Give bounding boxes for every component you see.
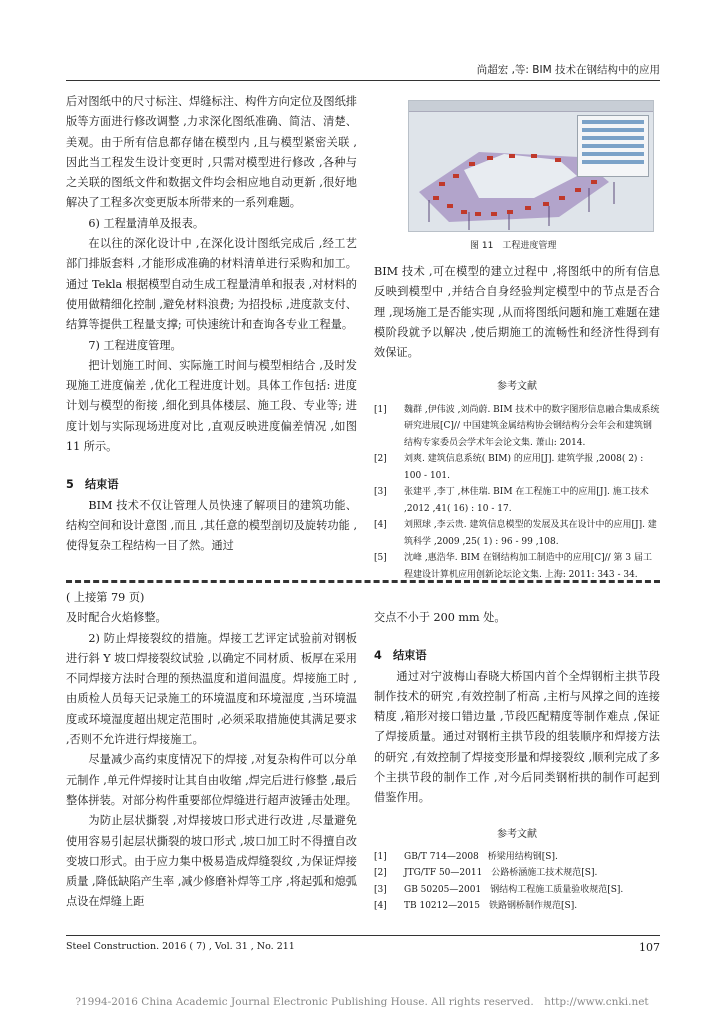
reference-item xyxy=(374,849,660,866)
reference-number: [2] xyxy=(374,868,387,879)
page-number: 107 xyxy=(639,941,660,954)
reference-text: 魏群 ,伊伟波 ,刘尚蔚. BIM 技术中的数字图形信息融合集成系统研究进展[C]// 中国建筑金属结构协会钢结构分会年会和建筑钢结构专家委员会学术年会论文集. 萧山: 2014. xyxy=(404,404,660,448)
reference-number: [1] xyxy=(374,851,387,862)
paragraph: 尽量减少高约束度情况下的焊接 ,对复杂构件可以分单元制作 ,单元件焊接时让其自由收缩 ,焊完后进行修整 ,最后整体拼装。对部分构件重要部位焊缝进行超声波锤击处理。 xyxy=(66,753,357,807)
reference-number: [5] xyxy=(374,553,387,564)
top-right-column xyxy=(374,262,660,583)
reference-text: 沈峰 ,惠浩华. BIM 在钢结构加工制造中的应用[C]// 第 3 届工程建设计算机应用创新论坛论文集. 上海: 2011: 343 - 34. xyxy=(404,553,652,580)
figure-toolbar xyxy=(409,101,653,112)
continued-note: ( 上接第 79 页) xyxy=(66,591,145,604)
header-rule xyxy=(66,80,660,81)
article-separator xyxy=(66,580,660,583)
figure-side-panel xyxy=(577,115,649,177)
reference-item xyxy=(374,451,660,484)
running-header: 尚超宏 ,等: BIM 技术在钢结构中的应用 xyxy=(476,64,660,76)
reference-number: [3] xyxy=(374,884,387,895)
reference-item xyxy=(374,517,660,550)
references-list xyxy=(374,849,660,915)
copyright-notice: ?1994-2016 China Academic Journal Electronic Publishing House. All rights reserved. http://www.cnki.net xyxy=(75,996,649,1008)
footer-rule xyxy=(66,935,660,936)
reference-number: [4] xyxy=(374,520,387,531)
paragraph: BIM 技术不仅让管理人员快速了解项目的建筑功能、结构空间和设计意图 ,而且 ,其任意的模型剖切及旋转功能 ,使得复杂工程结构一目了然。通过 xyxy=(66,498,357,553)
reference-number: [1] xyxy=(374,404,387,415)
paragraph: 交点不小于 200 mm 处。 xyxy=(374,611,506,624)
section-heading-4: 4 结束语 xyxy=(374,649,427,663)
top-left-column xyxy=(66,92,357,557)
reference-number: [2] xyxy=(374,454,387,465)
reference-text: GB 50205—2001 钢结构工程施工质量验收规范[S]. xyxy=(404,884,624,895)
reference-text: JTG/TF 50—2011 公路桥涵施工技术规范[S]. xyxy=(404,868,598,879)
bottom-right-column xyxy=(374,608,660,915)
paragraph: 为防止层状撕裂 ,对焊接坡口形式进行改进 ,尽量避免使用容易引起层状撕裂的坡口形式 ,坡口加工时不得擅自改变坡口形式。由于应力集中极易造成焊缝裂纹 ,为保证焊接质量 ,降低缺陷产生率 ,减少修磨补焊等工序 ,将起弧和熄弧点设在焊缝上距 xyxy=(66,814,357,909)
bottom-left-column xyxy=(66,588,357,913)
paragraph: 及时配合火焰修整。 xyxy=(66,611,167,625)
reference-item xyxy=(374,402,660,452)
paragraph: 在以往的深化设计中 ,在深化设计图纸完成后 ,经工艺部门排版套料 ,才能形成准确的材料清单进行采购和加工。通过 Tekla 根据模型自动生成工程量清单和报表 ,对材料的使用做精细化控制 ,避免材料浪费; 为招投标 ,进度款支付、结算等提供工程量支撑; 可快速统计和查询各专业工程量。 xyxy=(66,237,357,332)
reference-text: 张建平 ,李丁 ,林佳瑞. BIM 在工程施工中的应用[J]. 施工技术 ,2012 ,41( 16) : 10 - 17. xyxy=(404,487,649,514)
subheading-7: 7) 工程进度管理。 xyxy=(88,338,182,352)
reference-item xyxy=(374,898,660,915)
figure-caption: 图 11 工程进度管理 xyxy=(470,241,557,251)
reference-text: 刘爽. 建筑信息系统( BIM) 的应用[J]. 建筑学报 ,2008( 2) : 100 - 101. xyxy=(404,454,644,481)
reference-number: [3] xyxy=(374,487,387,498)
paragraph: 通过对宁波梅山春晓大桥国内首个全焊钢桁主拱节段制作技术的研究 ,有效控制了桁高 ,主桁与风撑之间的连接精度 ,箱形对接口错边量 ,节段匹配精度等制作难点 ,保证了焊接质量。通过对钢桁主拱节段的组装顺序和焊接方法的研究 ,有效控制了焊接变形量和焊接裂纹 ,顺利完成了多个主拱节段的制作工作 ,对今后同类钢桁拱的制作可起到借鉴作用。 xyxy=(374,669,660,805)
journal-info: Steel Construction. 2016 ( 7) , Vol. 31 , No. 211 xyxy=(66,941,295,952)
reference-item xyxy=(374,484,660,517)
references-list xyxy=(374,402,660,584)
reference-text: TB 10212—2015 铁路钢桥制作规范[S]. xyxy=(404,901,578,912)
figure-11-image xyxy=(408,100,654,232)
reference-item xyxy=(374,882,660,899)
reference-text: GB/T 714—2008 桥梁用结构钢[S]. xyxy=(404,851,558,862)
paragraph: BIM 技术 ,可在模型的建立过程中 ,将图纸中的所有信息反映到模型中 ,并结合自身经验判定模型中的节点是否合理 ,现场施工是否能实现 ,从而将图纸问题和施工难题在建模阶段就予以解决 ,使后期施工的流畅性和经济性得到有效保证。 xyxy=(374,265,660,360)
reference-item xyxy=(374,550,660,583)
references-title: 参考文献 xyxy=(497,828,537,840)
paragraph: 把计划施工时间、实际施工时间与模型相结合 ,及时发现施工进度偏差 ,优化工程进度计划。具体工作包括: 进度计划与模型的衔接 ,细化到具体楼层、施工段、专业等; 进度计划与实际现场进度对比 ,直观反映进度偏差情况 ,如图 11 所示。 xyxy=(66,358,357,454)
paragraph: 后对图纸中的尺寸标注、焊缝标注、构件方向定位及图纸排版等方面进行修改调整 ,力求深化图纸准确、简洁、清楚、美观。由于所有信息都存储在模型内 ,且与模型紧密关联 ,因此当工程发生设计变更时 ,只需对模型进行修改 ,各种与之关联的图纸文件和数据文件均会相应地自动更新 ,很好地解决了工程多次变更版本所带来的一系列难题。 xyxy=(66,95,357,210)
reference-item xyxy=(374,865,660,882)
paragraph: 2) 防止焊接裂纹的措施。焊接工艺评定试验前对钢板进行斜 Y 坡口焊接裂纹试验 ,以确定不同材质、板厚在采用不同焊接方法时合理的预热温度和道间温度。焊接施工时 ,由质检人员每天记录施工的环境温度和环境湿度 ,当环境温度或环境湿度超出规定范围时 ,必须采取措施使其满足要求 ,否则不允许进行焊接施工。 xyxy=(66,631,357,747)
reference-number: [4] xyxy=(374,901,387,912)
section-heading-5: 5 结束语 xyxy=(66,478,119,492)
reference-text: 刘照球 ,李云贵. 建筑信息模型的发展及其在设计中的应用[J]. 建筑科学 ,2009 ,25( 1) : 96 - 99 ,108. xyxy=(404,520,657,547)
references-title: 参考文献 xyxy=(497,381,537,393)
subheading-6: 6) 工程量清单及报表。 xyxy=(88,216,205,230)
